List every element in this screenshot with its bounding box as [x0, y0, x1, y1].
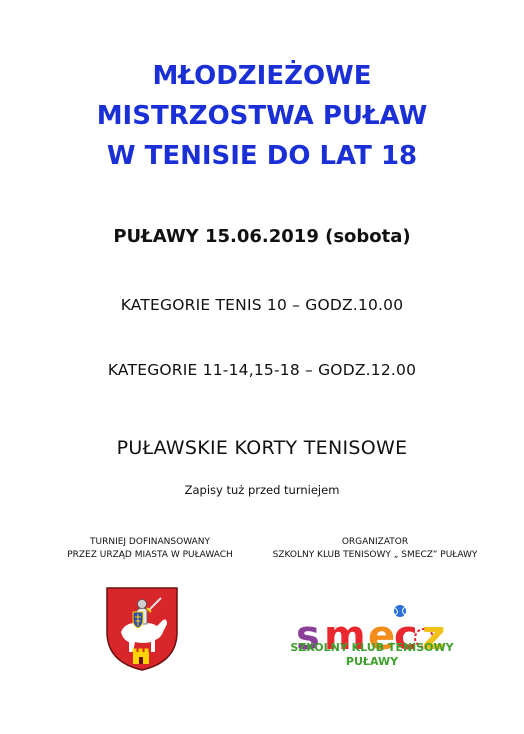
category-line-2: KATEGORIE 11-14,15-18 – GODZ.12.00 — [107, 361, 417, 379]
title-line-1: MŁODZIEŻOWE — [152, 61, 372, 91]
logo-letter-e: e — [368, 613, 396, 659]
organizer-block — [250, 536, 500, 562]
venue: PUŁAWSKIE KORTY TENISOWE — [116, 437, 408, 459]
logo-subtitle-1: SZKOLNY KLUB TENISOWY — [290, 641, 454, 654]
logo-letter-m: m — [324, 613, 366, 659]
sponsor-line-2: PRZEZ URZĄD MIASTA W PUŁAWACH — [67, 550, 233, 560]
logo-letter-z: z — [422, 613, 446, 659]
title-line-3: W TENISIE DO LAT 18 — [106, 141, 418, 171]
sponsor-block — [50, 536, 250, 562]
title-line-2: MISTRZOSTWA PUŁAW — [96, 101, 428, 131]
date-line: PUŁAWY 15.06.2019 (sobota) — [113, 226, 411, 247]
category-line-1: KATEGORIE TENIS 10 – GODZ.10.00 — [120, 296, 404, 314]
sponsor-line-1: TURNIEJ DOFINANSOWANY — [90, 537, 210, 547]
coat-of-arms-icon — [105, 586, 179, 672]
organizer-line-2: SZKOLNY KLUB TENISOWY „ SMECZ” PUŁAWY — [272, 550, 478, 560]
organizer-line-1: ORGANIZATOR — [341, 537, 409, 547]
logo-subtitle-2: PUŁAWY — [345, 655, 399, 668]
poster-title — [0, 56, 524, 176]
logo-letter-c: c — [394, 613, 418, 659]
logo-letter-s: s — [296, 613, 320, 659]
registration-note: Zapisy tuż przed turniejem — [184, 483, 340, 497]
